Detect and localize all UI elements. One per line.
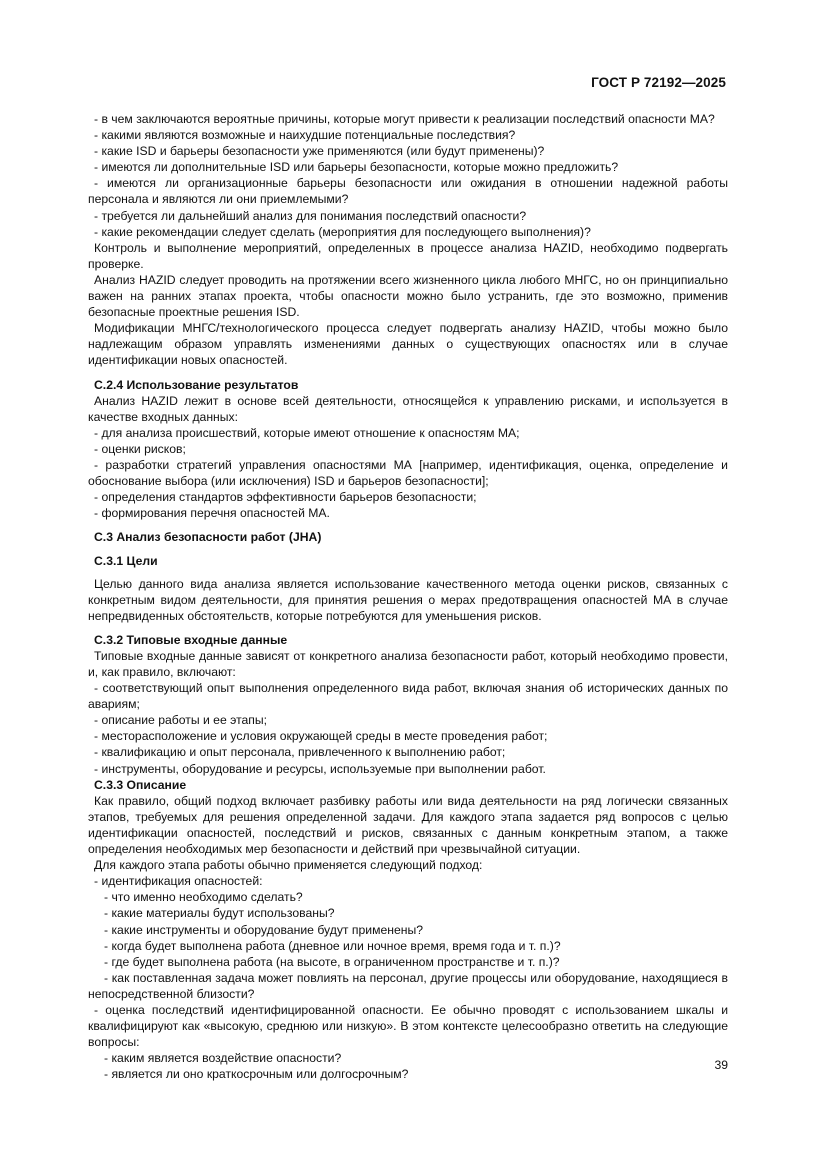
- list-item: - формирования перечня опасностей МА.: [94, 506, 330, 521]
- list-item: - описание работы и ее этапы;: [94, 713, 268, 728]
- sub-list-item: - какие инструменты и оборудование будут применены?: [104, 922, 424, 937]
- list-item: - месторасположение и условия окружающей среды в месте проведения работ;: [94, 729, 548, 744]
- section-heading: С.3.2 Типовые входные данные: [94, 632, 288, 647]
- sub-list-item: - где будет выполнена работа (на высоте, в ограниченном пространстве и т. п.)?: [104, 954, 560, 969]
- list-item: - какими являются возможные и наихудшие потенциальные последствия?: [94, 128, 516, 143]
- list-item: - для анализа происшествий, которые имеют отношение к опасностям МА;: [94, 425, 520, 440]
- section-heading: С.3 Анализ безопасности работ (JHA): [94, 530, 322, 545]
- sub-list-item: - что именно необходимо сделать?: [104, 890, 303, 905]
- paragraph: Модификации МНГС/технологического процесса следует подвергать анализу HAZID, чтобы можно было надлежащим образом управлять изменениями данных о существующих опасностях или в случае идентификации новых опасностей.: [88, 321, 728, 368]
- list-item: - идентификация опасностей:: [94, 874, 263, 889]
- spacer: [88, 545, 728, 553]
- list-item: - инструменты, оборудование и ресурсы, используемые при выполнении работ.: [94, 761, 546, 776]
- spacer: [88, 624, 728, 632]
- paragraph: Анализ HAZID следует проводить на протяжении всего жизненного цикла любого МНГС, но он принципиально важен на ранних этапах проекта, чтобы опасности можно было устранить, где это возможно, применив безопасные проектные решения ISD.: [88, 272, 728, 320]
- document-code-header: ГОСТ Р 72192—2025: [591, 75, 726, 90]
- paragraph: Как правило, общий подход включает разбивку работы или вида деятельности на ряд логически связанных этапов, требуемых для решения определенной задачи. Для каждого этапа задается ряд вопросов с целью идентификации опасностей, последствий и рисков, связанных с данным конкретным этапом, а также определения необходимых мер безопасности и действий при чрезвычайной ситуации.: [88, 793, 728, 857]
- section-heading: С.3.3 Описание: [94, 777, 187, 792]
- spacer: [88, 521, 728, 529]
- paragraph: Контроль и выполнение мероприятий, определенных в процессе анализа HAZID, необходимо подвергать проверке.: [88, 240, 728, 271]
- section-heading: С.2.4 Использование результатов: [94, 377, 299, 392]
- list-item: - определения стандартов эффективности барьеров безопасности;: [94, 490, 477, 505]
- list-item: - оценки рисков;: [94, 441, 186, 456]
- list-item: - соответствующий опыт выполнения определенного вида работ, включая знания об исторических данных по авариям;: [88, 681, 728, 712]
- document-body: [88, 111, 728, 1082]
- list-item: - какие ISD и барьеры безопасности уже применяются (или будут применены)?: [94, 144, 545, 159]
- page-number: 39: [714, 1058, 728, 1072]
- paragraph: Для каждого этапа работы обычно применяется следующий подход:: [94, 858, 483, 873]
- paragraph: Целью данного вида анализа является использование качественного метода оценки рисков, связанных с конкретным видом деятельности, для принятия решения о мерах предотвращения опасностей МА в случае непредвиденных обстоятельств, которые потребуются для уменьшения рисков.: [88, 576, 728, 623]
- list-item: - оценка последствий идентифицированной опасности. Ее обычно проводят с использованием шкалы и квалифицируют как «высокую, среднюю или низкую». В этом контексте целесообразно ответить на следующие вопросы:: [88, 1002, 728, 1050]
- list-item: - квалификацию и опыт персонала, привлеченного к выполнению работ;: [94, 745, 506, 760]
- list-item: - имеются ли дополнительные ISD или барьеры безопасности, которые можно предложить?: [94, 160, 619, 175]
- paragraph: Типовые входные данные зависят от конкретного анализа безопасности работ, который необходимо провести, и, как правило, включают:: [88, 648, 728, 679]
- list-item: - имеются ли организационные барьеры безопасности или ожидания в отношении надежной работы персонала и являются ли они приемлемыми?: [88, 176, 728, 207]
- list-item: - в чем заключаются вероятные причины, которые могут привести к реализации последствий опасности МА?: [94, 112, 715, 126]
- sub-list-item: - какие материалы будут использованы?: [104, 906, 335, 921]
- list-item: - разработки стратегий управления опасностями МА [например, идентификация, оценка, определение и обоснование выбора (или исключения) ISD и барьеров безопасности];: [88, 457, 728, 489]
- section-heading: С.3.1 Цели: [94, 554, 158, 569]
- sub-list-item: - как поставленная задача может повлиять на персонал, другие процессы или оборудование, находящиеся в непосредственной близости?: [88, 970, 728, 1001]
- sub-list-item: - является ли оно краткосрочным или долгосрочным?: [104, 1067, 409, 1082]
- sub-list-item: - когда будет выполнена работа (дневное или ночное время, время года и т. п.)?: [104, 938, 561, 953]
- list-item: - какие рекомендации следует сделать (мероприятия для последующего выполнения)?: [94, 224, 591, 239]
- sub-list-item: - каким является воздействие опасности?: [104, 1051, 342, 1066]
- spacer: [88, 369, 728, 377]
- list-item: - требуется ли дальнейший анализ для понимания последствий опасности?: [94, 208, 527, 223]
- paragraph: Анализ HAZID лежит в основе всей деятельности, относящейся к управлению рисками, и используется в качестве входных данных:: [88, 393, 728, 424]
